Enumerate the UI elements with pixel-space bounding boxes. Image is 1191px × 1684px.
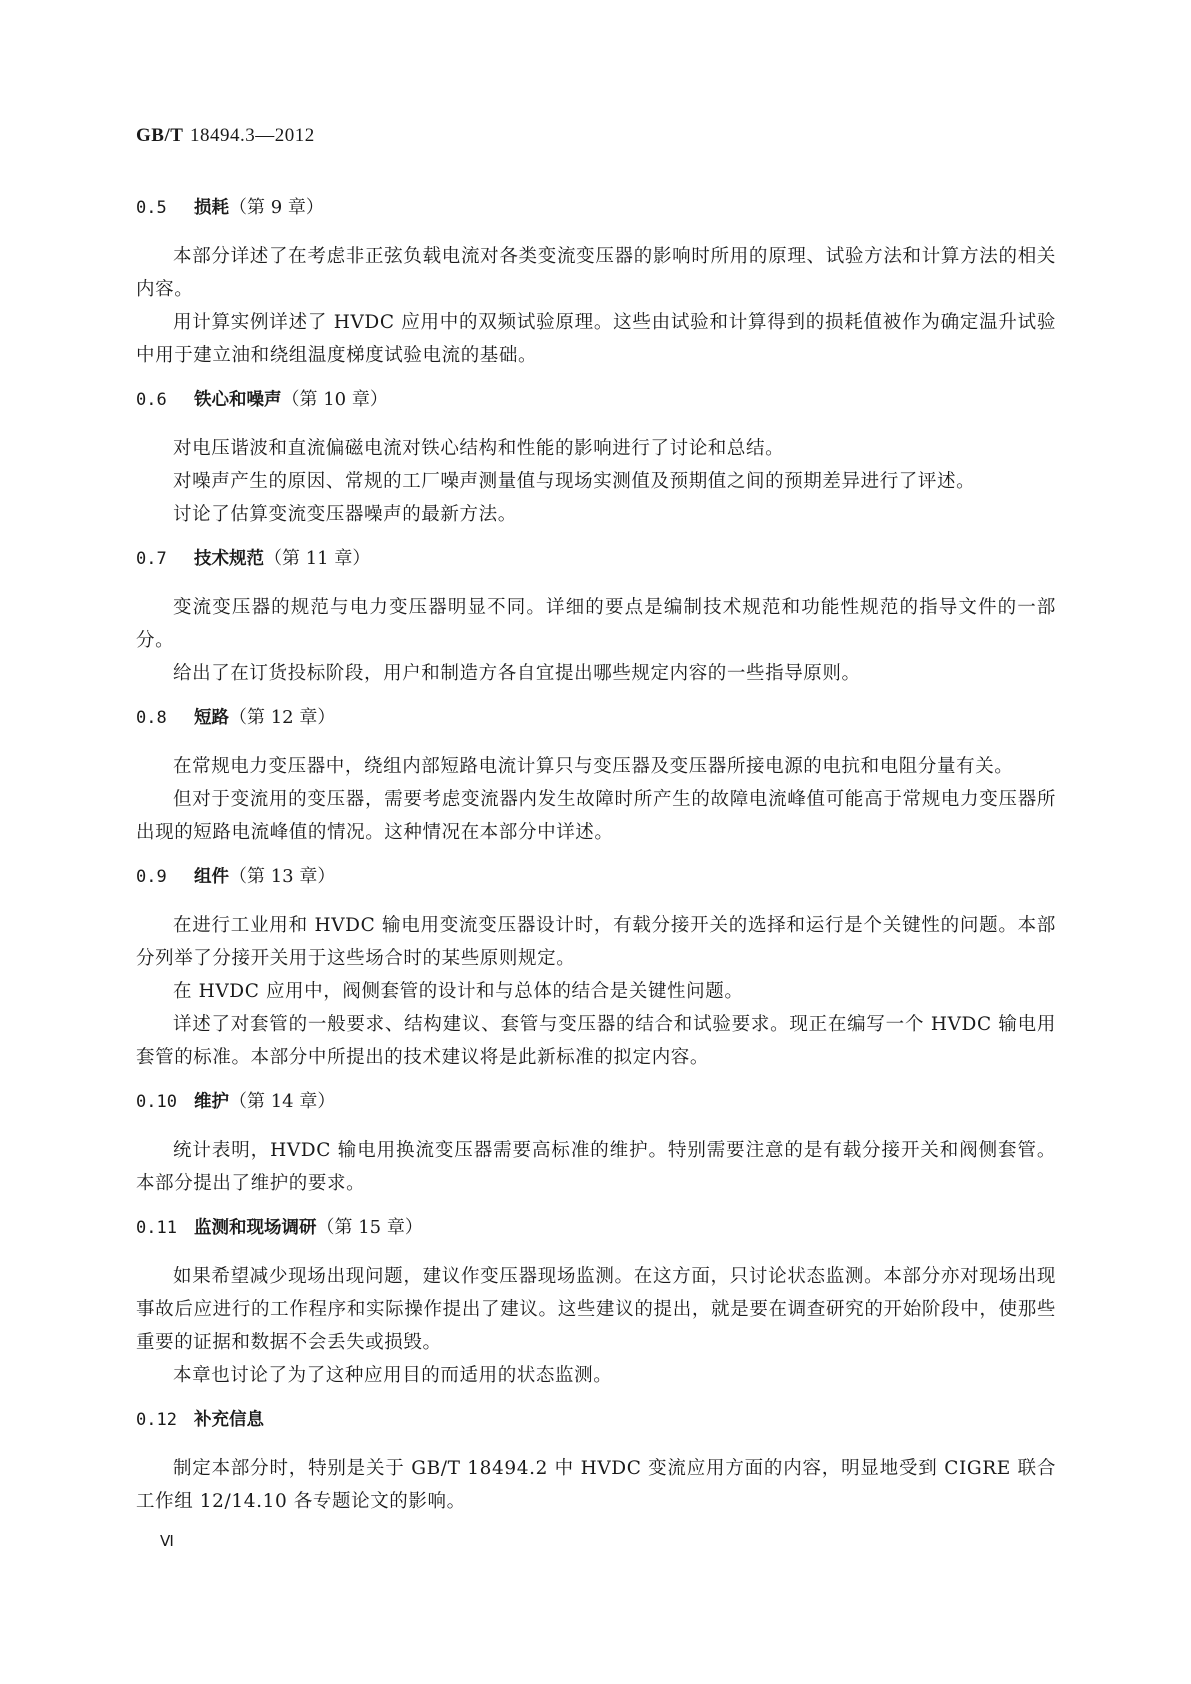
section-number: 0.12 [136, 1410, 177, 1430]
section-title: 监测和现场调研 [194, 1218, 317, 1238]
section [136, 704, 1056, 849]
section-title: 维护 [194, 1092, 229, 1112]
section-number: 0.11 [136, 1218, 177, 1238]
section-title: 短路 [194, 708, 229, 728]
section-heading [136, 1214, 1056, 1242]
section [136, 194, 1056, 372]
paragraph: 变流变压器的规范与电力变压器明显不同。详细的要点是编制技术规范和功能性规范的指导文件的一部分。 [136, 597, 1056, 651]
standard-prefix: GB/T [136, 125, 184, 146]
section-title: 技术规范 [194, 549, 264, 569]
paragraph: 讨论了估算变流变压器噪声的最新方法。 [173, 504, 517, 525]
section-heading [136, 194, 1056, 222]
paragraph: 本部分详述了在考虑非正弦负载电流对各类变流变压器的影响时所用的原理、试验方法和计算方法的相关内容。 [136, 246, 1056, 300]
section [136, 386, 1056, 531]
paragraph: 在常规电力变压器中，绕组内部短路电流计算只与变压器及变压器所接电源的电抗和电阻分量有关。 [173, 756, 1014, 777]
paragraph: 对电压谐波和直流偏磁电流对铁心结构和性能的影响进行了讨论和总结。 [173, 438, 785, 459]
section [136, 863, 1056, 1074]
section [136, 545, 1056, 690]
chapter-reference: （第 14 章） [229, 1091, 336, 1112]
paragraph: 如果希望减少现场出现问题，建议作变压器现场监测。在这方面，只讨论状态监测。本部分亦对现场出现事故后应进行的工作程序和实际操作提出了建议。这些建议的提出，就是要在调查研究的开始阶段中，使那些重要的证据和数据不会丢失或损毁。 [136, 1266, 1056, 1353]
document-body [136, 194, 1056, 1518]
section-number: 0.7 [136, 549, 167, 569]
paragraph: 用计算实例详述了 HVDC 应用中的双频试验原理。这些由试验和计算得到的损耗值被作为确定温升试验中用于建立油和绕组温度梯度试验电流的基础。 [136, 312, 1056, 366]
paragraph: 详述了对套管的一般要求、结构建议、套管与变压器的结合和试验要求。现正在编写一个 HVDC 输电用套管的标准。本部分中所提出的技术建议将是此新标准的拟定内容。 [136, 1014, 1056, 1068]
section [136, 1214, 1056, 1392]
section-number: 0.9 [136, 867, 167, 887]
section-heading [136, 863, 1056, 891]
standard-header [136, 124, 315, 147]
chapter-reference: （第 9 章） [229, 197, 324, 218]
page-number: Ⅵ [160, 1534, 174, 1550]
chapter-reference: （第 11 章） [264, 548, 371, 569]
section-number: 0.6 [136, 390, 167, 410]
chapter-reference: （第 13 章） [229, 866, 336, 887]
standard-code: 18494.3—2012 [189, 125, 315, 146]
paragraph: 统计表明，HVDC 输电用换流变压器需要高标准的维护。特别需要注意的是有载分接开关和阀侧套管。本部分提出了维护的要求。 [136, 1140, 1056, 1194]
section-number: 0.10 [136, 1092, 177, 1112]
section-heading [136, 545, 1056, 573]
paragraph: 但对于变流用的变压器，需要考虑变流器内发生故障时所产生的故障电流峰值可能高于常规电力变压器所出现的短路电流峰值的情况。这种情况在本部分中详述。 [136, 789, 1056, 843]
section-number: 0.5 [136, 198, 167, 218]
section-heading [136, 1406, 1056, 1434]
section-heading [136, 386, 1056, 414]
paragraph: 在进行工业用和 HVDC 输电用变流变压器设计时，有载分接开关的选择和运行是个关键性的问题。本部分列举了分接开关用于这些场合时的某些原则规定。 [136, 915, 1056, 969]
section [136, 1088, 1056, 1200]
section-number: 0.8 [136, 708, 167, 728]
chapter-reference: （第 12 章） [229, 707, 336, 728]
paragraph: 在 HVDC 应用中，阀侧套管的设计和与总体的结合是关键性问题。 [173, 981, 744, 1002]
section-heading [136, 1088, 1056, 1116]
chapter-reference: （第 15 章） [316, 1217, 423, 1238]
paragraph: 本章也讨论了为了这种应用目的而适用的状态监测。 [173, 1365, 613, 1386]
paragraph: 制定本部分时，特别是关于 GB/T 18494.2 中 HVDC 变流应用方面的内容，明显地受到 CIGRE 联合工作组 12/14.10 各专题论文的影响。 [136, 1458, 1056, 1512]
section-heading [136, 704, 1056, 732]
section-title: 损耗 [194, 198, 229, 218]
chapter-reference: （第 10 章） [281, 389, 388, 410]
paragraph: 给出了在订货投标阶段，用户和制造方各自宜提出哪些规定内容的一些指导原则。 [173, 663, 861, 684]
paragraph: 对噪声产生的原因、常规的工厂噪声测量值与现场实测值及预期值之间的预期差异进行了评述。 [173, 471, 976, 492]
section [136, 1406, 1056, 1518]
section-title: 铁心和噪声 [194, 390, 282, 410]
section-title: 组件 [194, 867, 229, 887]
section-title: 补充信息 [194, 1410, 264, 1430]
